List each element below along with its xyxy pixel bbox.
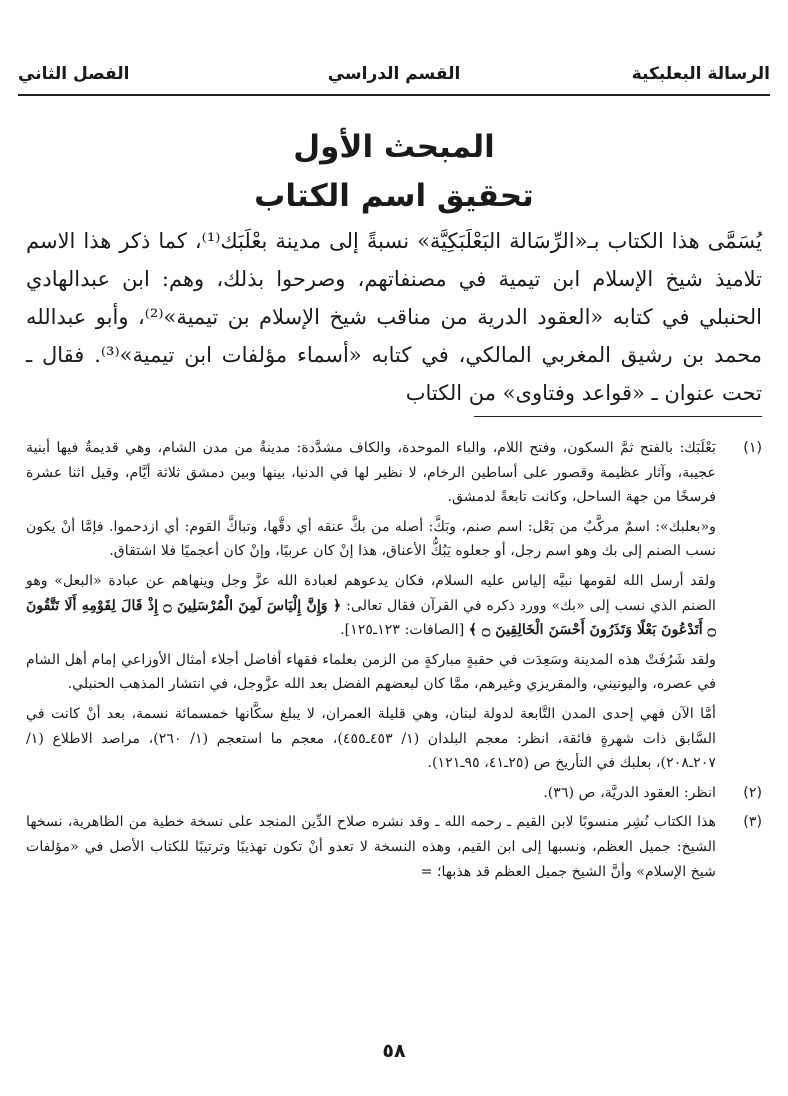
footnote-number: (٣)	[743, 814, 762, 831]
quran-reference: [الصافات: ١٢٣ـ١٢٥].	[340, 622, 465, 639]
header-chapter-title: الفصل الثاني	[18, 64, 130, 84]
title-block	[0, 122, 788, 220]
footnote-paragraph: انظر: العقود الدريَّة، ص (٣٦).	[543, 784, 716, 801]
running-header	[18, 60, 770, 96]
footnote-separator	[474, 416, 762, 417]
footnote-2	[26, 781, 762, 806]
subsection-heading: تحقيق اسم الكتاب	[254, 178, 534, 214]
footnote-paragraph: بَعْلَبَك: بالفتح ثمَّ السكون، وفتح اللام، والباء الموحدة، والكاف مشدَّدة: مدينةٌ من مدن الشام، وهي قديمةٌ فيها أبنية عجيبة، وآثار عظيمة وقصور على أساطين الرخام، لا نظير لها في الدنيا، بينها وبين دمشق ثلاثة أيَّام، وقيل اثنا عشرة فرسخًا من جهة الساحل، وكانت تابعةً لدمشق.	[26, 440, 716, 506]
main-text	[26, 222, 762, 412]
header-book-title: الرسالة البعلبكية	[631, 64, 770, 84]
footnote-paragraph: ولقد شَرُفَتْ هذه المدينة وسَعِدَت في حقبةٍ مباركةٍ من الزمن بعلماء فقهاء أفاضل أجلاء أمثال الأوزاعي إمام أهل الشام في عصره، واليونيني، والمقريزي وغيرهم، ممَّا كان لبعضهم الفضل بعد الله عزَّوجل، في انتشار المذهب الحنبلي.	[26, 651, 716, 693]
body-paragraph: يُسَمَّى هذا الكتاب بـ«الرِّسَالة البَعْلَبَكِيَّة» نسبةً إلى مدينة بعْلَبَك⁽¹⁾، كما ذكر هذا الاسم تلاميذ شيخ الإسلام ابن تيمية في مصنفاتهم، وصرحوا بذلك، وهم: ابن عبدالهادي الحنبلي في كتابه «العقود الدرية من مناقب شيخ الإسلام بن تيمية»⁽²⁾، وأبو عبدالله محمد بن رشيق المغربي المالكي، في كتابه «أسماء مؤلفات ابن تيمية»⁽³⁾. فقال ـ تحت عنوان ـ «قواعد وفتاوى» من الكتاب	[26, 229, 762, 405]
footnote-paragraph: هذا الكتاب نُشِر منسوبًا لابن القيم ـ رحمه الله ـ وقد نشره صلاح الدِّين المنجد على نسخة خطية من الظاهرية، نسخها الشيخ: جميل العظم، ونسبها إلى ابن القيم، وهذه النسخة لا تعدو أنْ تكون تهذيبًا وترتيبًا للكتاب الأصل في «مؤلفات شيخ الإسلام» وأنَّ الشيخ جميل العظم قد هذبها؛ =	[26, 814, 716, 880]
footnote-number: (٢)	[743, 784, 762, 801]
footnote-paragraph	[26, 569, 716, 643]
footnote-text: ولقد أرسل الله لقومها نبيَّه إلياس عليه السلام، فكان يدعوهم لعبادة الله عزَّ وجل وينهاهم عن عبادة «البعل» وهو الصنم الذي نسب إلى «بك» وورد ذكره في القرآن فقال تعالى:	[26, 572, 716, 614]
page-number: ٥٨	[382, 1040, 406, 1062]
header-section-title: القسم الدراسي	[327, 64, 461, 84]
quran-verse: ﴿ وَإِنَّ إِلْيَاسَ لَمِنَ الْمُرْسَلِينَ ۝ إِذْ قَالَ لِقَوْمِهِ أَلَا تَتَّقُونَ ۝ أَتَدْعُونَ بَعْلًا وَتَذَرُونَ أَحْسَنَ الْخَالِقِينَ ۝ ﴾	[26, 597, 716, 639]
footnote-3	[26, 810, 762, 884]
footnote-paragraph: و«بعلبك»: اسمٌ مركَّبٌ من بَعْل: اسم صنم، وبَكَّ: أصله من بكَّ عنقه أي دقَّها، وتباكَّ القوم: أي ازدحموا. فإمَّا أنْ يكون نسب الصنم إلى بك وهو اسم رجل، أو جعلوه يَبُكُّ الأعناق، هذا إنْ كان عربيًا، وإنْ كان أعجميًا فلا اشتقاق.	[26, 518, 716, 560]
footnotes	[26, 436, 762, 889]
footnote-1	[26, 436, 762, 776]
footnote-paragraph: أمَّا الآن فهي إحدى المدن التَّابعة لدولة لبنان، وهي قليلة العمران، لا يبلغ سكَّانها خمسمائة نسمة، بعد أنْ كانت في السَّابق ذات شهرةٍ فائقة، انظر: معجم البلدان (١/ ٤٥٣ـ٤٥٥)، معجم ما استعجم (١/ ٢٦٠)، مراصد الاطلاع (١/ ٢٠٧ـ٢٠٨)، بعلبك في التأريخ ص (٢٥ـ٤١، ٩٥ـ١٢١).	[26, 705, 716, 772]
footnote-number: (١)	[743, 440, 762, 456]
section-heading: المبحث الأول	[293, 129, 495, 165]
